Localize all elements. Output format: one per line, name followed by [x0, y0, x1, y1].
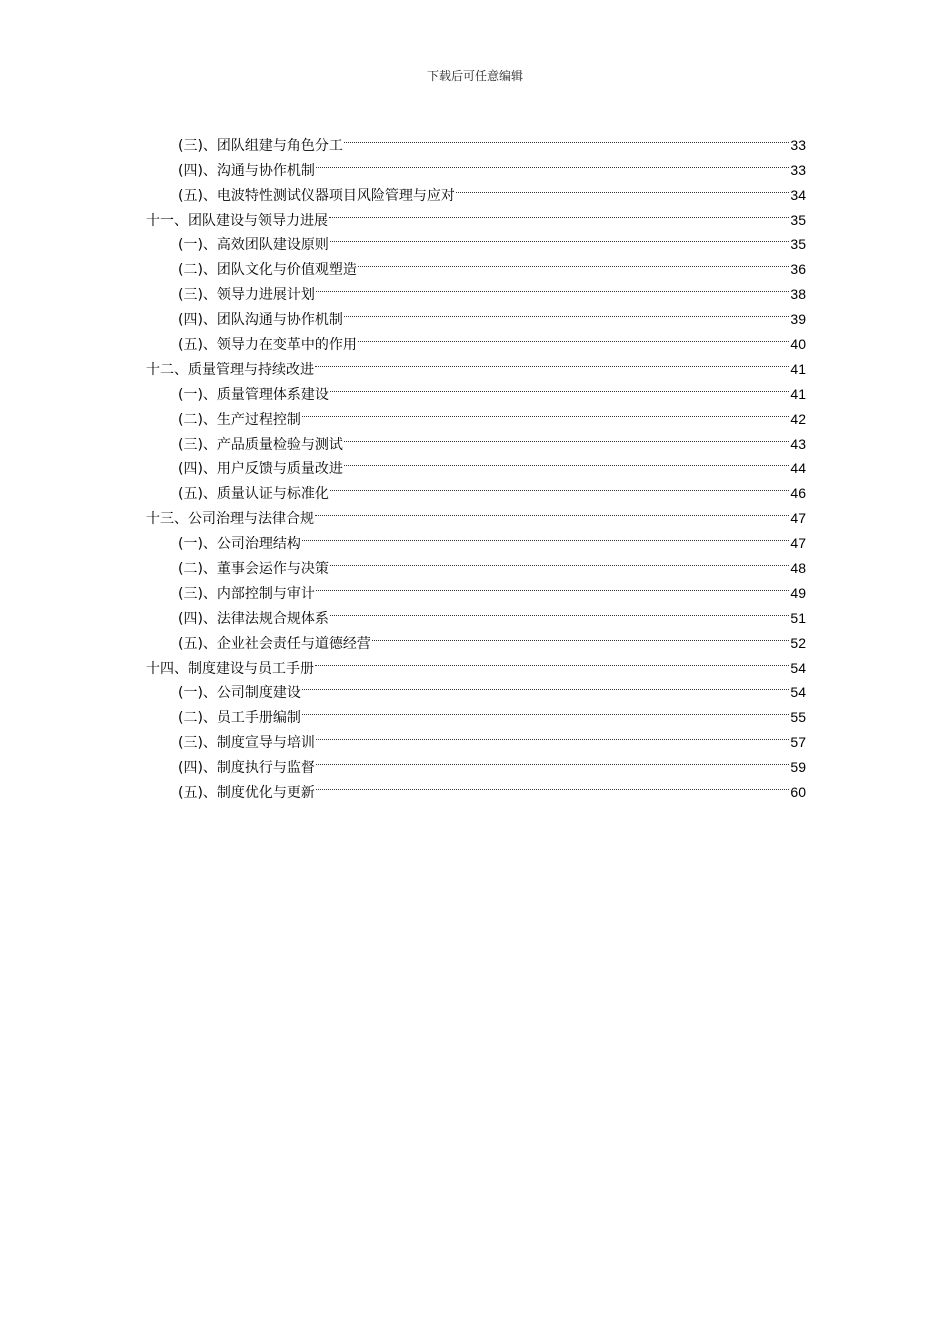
toc-dot-leader — [344, 125, 789, 150]
toc-dot-leader — [315, 349, 789, 374]
toc-entry-title: 十二、质量管理与持续改进 — [146, 361, 314, 378]
toc-entry-title: (五)、质量认证与标准化 — [178, 486, 329, 503]
toc-section-entry[interactable] — [146, 125, 806, 154]
toc-page-number: 35 — [790, 236, 806, 253]
toc-dot-leader — [316, 150, 789, 175]
toc-page-number: 54 — [790, 659, 806, 676]
page-header: 下载后可任意编辑 — [426, 69, 523, 83]
toc-entry-title: (二)、团队文化与价值观塑造 — [178, 262, 357, 279]
toc-entry-title: (三)、领导力进展计划 — [178, 287, 315, 304]
toc-dot-leader — [316, 573, 789, 598]
toc-entry-title: (二)、生产过程控制 — [178, 411, 301, 428]
toc-page-number: 49 — [790, 584, 806, 601]
toc-page-number: 42 — [790, 410, 806, 427]
toc-entry-title: (三)、内部控制与审计 — [178, 585, 315, 602]
toc-page-number: 46 — [790, 485, 806, 502]
toc-dot-leader — [330, 548, 789, 573]
toc-entry-title: (一)、公司制度建设 — [178, 685, 301, 702]
toc-page-number: 44 — [790, 460, 806, 477]
toc-page-number: 52 — [790, 634, 806, 651]
toc-page-number: 51 — [790, 609, 806, 626]
toc-page-number: 59 — [790, 759, 806, 776]
toc-entry-title: (五)、制度优化与更新 — [178, 785, 315, 802]
toc-dot-leader — [315, 498, 789, 523]
toc-dot-leader — [302, 399, 789, 424]
toc-dot-leader — [316, 772, 789, 797]
toc-dot-leader — [329, 200, 789, 225]
toc-entry-title: (四)、沟通与协作机制 — [178, 162, 315, 179]
toc-entry-title: (三)、团队组建与角色分工 — [178, 137, 343, 154]
toc-entry-title: (五)、领导力在变革中的作用 — [178, 337, 357, 354]
toc-entry-title: (五)、企业社会责任与道德经营 — [178, 635, 371, 652]
toc-dot-leader — [330, 374, 789, 399]
toc-page-number: 47 — [790, 510, 806, 527]
toc-entry-title: (四)、制度执行与监督 — [178, 760, 315, 777]
toc-entry-title: (一)、质量管理体系建设 — [178, 386, 329, 403]
toc-page-number: 39 — [790, 311, 806, 328]
toc-dot-leader — [344, 299, 789, 324]
toc-page-number: 41 — [790, 385, 806, 402]
toc-entry-title: (一)、高效团队建设原则 — [178, 237, 329, 254]
toc-entry-title: (一)、公司治理结构 — [178, 536, 301, 553]
toc-page-number: 57 — [790, 734, 806, 751]
toc-dot-leader — [456, 175, 789, 200]
toc-dot-leader — [302, 697, 789, 722]
toc-dot-leader — [315, 648, 789, 673]
toc-dot-leader — [316, 722, 789, 747]
toc-dot-leader — [316, 747, 789, 772]
toc-dot-leader — [344, 449, 789, 474]
toc-entry-title: (三)、产品质量检验与测试 — [178, 436, 343, 453]
toc-page-number: 55 — [790, 709, 806, 726]
toc-page-number: 41 — [790, 360, 806, 377]
toc-page-number: 43 — [790, 435, 806, 452]
toc-page-number: 40 — [790, 336, 806, 353]
toc-dot-leader — [330, 473, 789, 498]
toc-dot-leader — [344, 424, 789, 449]
toc-entry-title: 十一、团队建设与领导力进展 — [146, 212, 328, 229]
toc-page-number: 54 — [790, 684, 806, 701]
toc-dot-leader — [330, 598, 789, 623]
toc-entry-title: (二)、董事会运作与决策 — [178, 561, 329, 578]
toc-page-number: 33 — [790, 161, 806, 178]
toc-dot-leader — [358, 249, 789, 274]
toc-entry-title: (四)、用户反馈与质量改进 — [178, 461, 343, 478]
table-of-contents — [146, 125, 806, 802]
toc-entry-title: (三)、制度宣导与培训 — [178, 735, 315, 752]
toc-dot-leader — [358, 324, 789, 349]
toc-page-number: 48 — [790, 560, 806, 577]
toc-entry-title: (二)、员工手册编制 — [178, 710, 301, 727]
toc-dot-leader — [372, 623, 789, 648]
toc-dot-leader — [302, 523, 789, 548]
toc-page-number: 36 — [790, 261, 806, 278]
toc-dot-leader — [330, 225, 789, 250]
toc-dot-leader — [316, 274, 789, 299]
toc-page-number: 35 — [790, 211, 806, 228]
toc-entry-title: 十三、公司治理与法律合规 — [146, 511, 314, 528]
toc-entry-title: (五)、电波特性测试仪器项目风险管理与应对 — [178, 187, 455, 204]
toc-page-number: 33 — [790, 136, 806, 153]
toc-entry-title: (四)、团队沟通与协作机制 — [178, 312, 343, 329]
toc-entry-title: (四)、法律法规合规体系 — [178, 610, 329, 627]
toc-dot-leader — [302, 673, 789, 698]
toc-page-number: 60 — [790, 784, 806, 801]
toc-page-number: 34 — [790, 186, 806, 203]
toc-page-number: 38 — [790, 286, 806, 303]
toc-entry-title: 十四、制度建设与员工手册 — [146, 660, 314, 677]
toc-page-number: 47 — [790, 535, 806, 552]
